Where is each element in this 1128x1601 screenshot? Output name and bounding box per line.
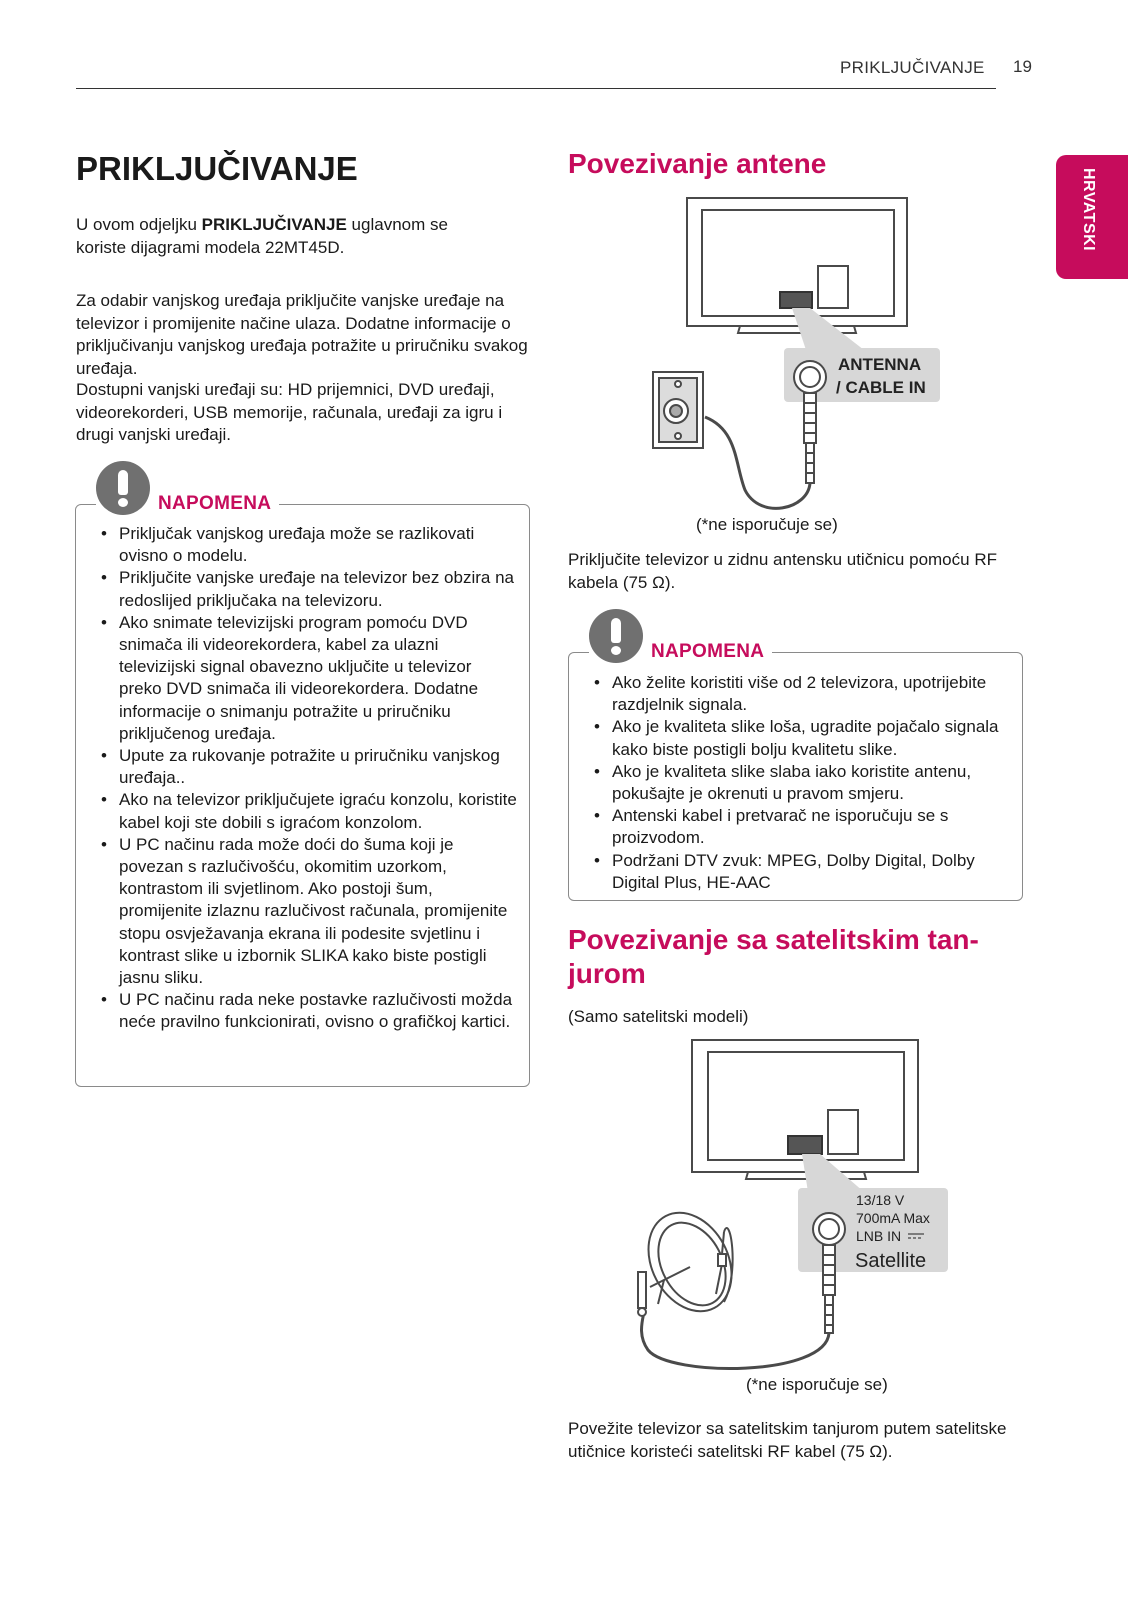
language-tab	[1056, 155, 1128, 279]
antenna-port-label-line1: ANTENNA	[838, 355, 922, 374]
satellite-subtitle: (Samo satelitski modeli)	[568, 1007, 749, 1026]
list-item: • Antenski kabel i pretvarač ne isporučuju se s proizvodom.	[592, 805, 1010, 849]
list-item: • Priključak vanjskog uređaja može se razlikovati ovisno o modelu.	[99, 523, 517, 567]
exclamation-icon	[589, 609, 643, 663]
satellite-title-line2: jurom	[568, 958, 646, 989]
satellite-connection-diagram	[630, 1032, 960, 1377]
wall-antenna-socket-icon	[653, 372, 703, 448]
satellite-dish-icon	[632, 1198, 748, 1326]
antenna-section-title: Povezivanje antene	[568, 148, 827, 179]
note-header-connections	[96, 455, 279, 515]
antenna-port-label-line2: / CABLE IN	[836, 378, 926, 397]
satellite-caption: (*ne isporučuje se)	[746, 1375, 888, 1394]
antenna-caption: (*ne isporučuje se)	[696, 515, 838, 534]
exclamation-icon	[96, 461, 150, 515]
satellite-section-title	[568, 923, 979, 991]
list-item: • Ako želite koristiti više od 2 televizora, upotrijebite razdjelnik signala.	[592, 672, 1010, 716]
note-header-antenna	[589, 603, 772, 663]
satellite-port-label-line3: LNB IN	[856, 1228, 902, 1244]
header-divider	[76, 88, 996, 89]
satellite-instruction: Povežite televizor sa satelitskim tanjurom putem satelitske utičnice koristeći satelitski RF kabel (75 Ω).	[568, 1419, 1007, 1461]
antenna-instruction: Priključite televizor u zidnu antensku utičnicu pomoću RF kabela (75 Ω).	[568, 550, 997, 592]
header-section-title: PRIKLJUČIVANJE	[840, 58, 985, 77]
language-tab-label: HRVATSKI	[1080, 168, 1097, 252]
list-item: • Podržani DTV zvuk: MPEG, Dolby Digital, Dolby Digital Plus, HE-AAC	[592, 850, 1010, 894]
antenna-connection-diagram	[620, 190, 950, 525]
paragraph-available-devices: Dostupni vanjski uređaji su: HD prijemnici, DVD uređaji, videorekorderi, USB memorije, računala, uređaji za igru i drugi vanjski uređaji.	[76, 380, 503, 444]
rf-connector-icon	[813, 1213, 845, 1333]
list-item: • Upute za rukovanje potražite u priručniku vanjskog uređaja..	[99, 745, 517, 789]
rf-cable	[642, 1312, 830, 1369]
page-number: 19	[1013, 57, 1032, 76]
list-item: • Priključite vanjske uređaje na televizor bez obzira na redoslijed priključaka na televizoru.	[99, 567, 517, 611]
intro-text-start: U ovom odjeljku	[76, 215, 202, 234]
intro-text-end: uglavnom se koriste dijagrami modela 22MT45D.	[76, 215, 448, 257]
paragraph-external-devices: Za odabir vanjskog uređaja priključite vanjske uređaje na televizor i promijenite načine ulaza. Dodatne informacije o priključivanju vanjskog uređaja potražite u priručniku svakog uređaja.	[76, 291, 528, 378]
note-label: NAPOMENA	[651, 641, 765, 662]
page-title: PRIKLJUČIVANJE	[76, 150, 358, 187]
list-item: • Ako je kvaliteta slike slaba iako koristite antenu, pokušajte je okrenuti u pravom smjeru.	[592, 761, 1010, 805]
satellite-port-label-line2: 700mA Max	[856, 1210, 930, 1226]
satellite-title-line1: Povezivanje sa satelitskim tan-	[568, 924, 979, 955]
list-item: • Ako je kvaliteta slike loša, ugradite pojačalo signala kako biste postigli bolju kvalitetu slike.	[592, 716, 1010, 760]
satellite-port-label-line1: 13/18 V	[856, 1192, 905, 1208]
satellite-port-label-line4: Satellite	[855, 1250, 927, 1272]
note-label: NAPOMENA	[158, 493, 272, 514]
list-item: • Ako snimate televizijski program pomoću DVD snimača ili videorekordera, kabel za ulazni televizijski signal obavezno uključite u televizor preko DVD snimača ili videorekordera. Dodatne informacije o snimanju potražite u priručniku priključenog uređaja.	[99, 612, 517, 745]
note-list-connections	[99, 523, 517, 1034]
list-item: • U PC načinu rada neke postavke razlučivosti možda neće pravilno funkcionirati, ovisno o grafičkoj kartici.	[99, 989, 517, 1033]
list-item: • U PC načinu rada može doći do šuma koji je povezan s razlučivošću, okomitim uzorkom, kontrastom ili svjetlinom. Ako postoji šum, promijenite izlaznu razlučivost računala, promijenite stopu osvježavanja ekrana ili podesite svjetlinu i kontrast slike u izbornik SLIKA kako biste postigli jasnu sliku.	[99, 834, 517, 989]
note-list-antenna	[592, 672, 1010, 894]
rf-cable	[705, 417, 810, 508]
intro-text-bold: PRIKLJUČIVANJE	[201, 215, 347, 234]
rf-connector-icon	[794, 361, 826, 483]
intro-paragraph	[76, 214, 496, 259]
list-item: • Ako na televizor priključujete igraću konzolu, koristite kabel koji ste dobili s igraćom konzolom.	[99, 789, 517, 833]
